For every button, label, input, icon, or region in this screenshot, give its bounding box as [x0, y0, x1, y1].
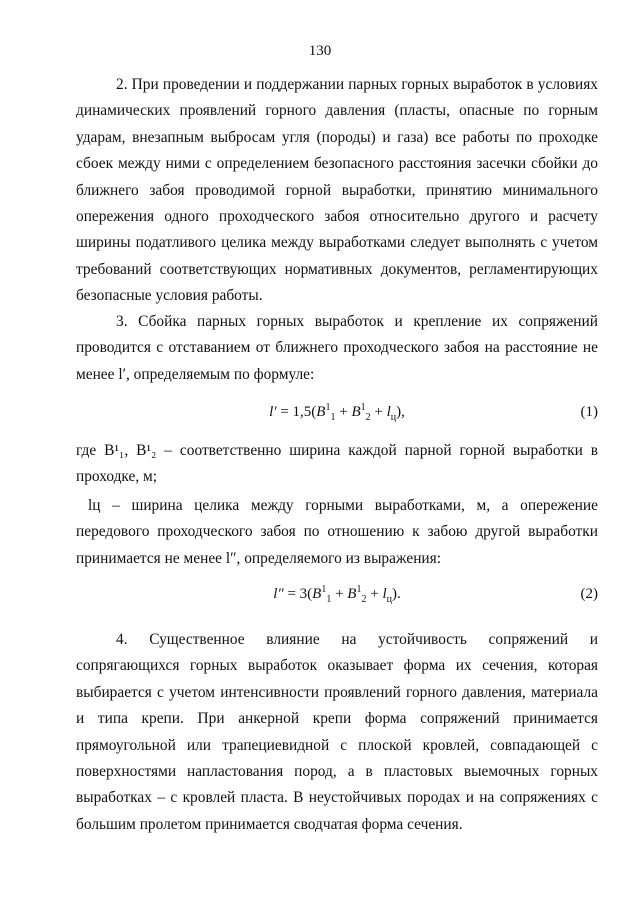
paragraph-3: 3. Сбойка парных горных выработок и крепление их сопряжений проводится с отставанием от ближнего проходческого забоя на расстояние не менее l′, определяемым по формуле: [76, 313, 598, 383]
formula-1-number: (1) [580, 404, 598, 420]
paragraph-4: 4. Существенное влияние на устойчивость сопряжений и сопрягающихся горных выработок оказывает форма их сечения, которая выбирается с учетом интенсивности проявлений горного давления, материала и типа крепи. При анкерной крепи форма сопряжений принимается прямоугольной или трапециевидной с плоской кровлей, совпадающей с поверхностями напластования пород, а в пластовых выемочных горных выработках – с кровлей пласта. В неустойчивых породах и на сопряжениях с большим пролетом принимается сводчатая форма сечения. [76, 631, 598, 833]
formula-1-expression: $l' = 1,5(B^1_1 + B^1_2 + l_ц)$, [269, 402, 405, 423]
page-number: 130 [308, 43, 332, 59]
formula-1 [76, 404, 598, 428]
formula-2 [76, 586, 598, 610]
paragraph-lc: lц – ширина целика между горными выработками, м, а опережение передового проходческого забоя по отношению к забою другой выработки принимается не менее l″, определяемого из выражения: [76, 497, 598, 567]
paragraph-2: 2. При проведении и поддержании парных горных выработок в условиях динамических проявлений горного давления (пласты, опасные по горным ударам, внезапным выбросам угля (породы) и газа) все работы по проходке сбоек между ними с определением безопасного расстояния засечки сбойки до ближнего забоя проводимой горной выработки, принятию минимального опережения одного проходческого забоя относительно другого и расчету ширины податливого целика между выработками следует выполнять с учетом требований соответствующих нормативных документов, регламентирующих безопасные условия работы. [76, 76, 598, 305]
paragraph-where-b: где B¹₁, B¹₂ – соответственно ширина каждой парной горной выработки в проходке, м; [76, 442, 598, 486]
formula-2-expression: $l'' = 3(B^1_1 + B^1_2 + l_ц)$. [273, 584, 401, 605]
formula-2-number: (2) [580, 586, 598, 602]
